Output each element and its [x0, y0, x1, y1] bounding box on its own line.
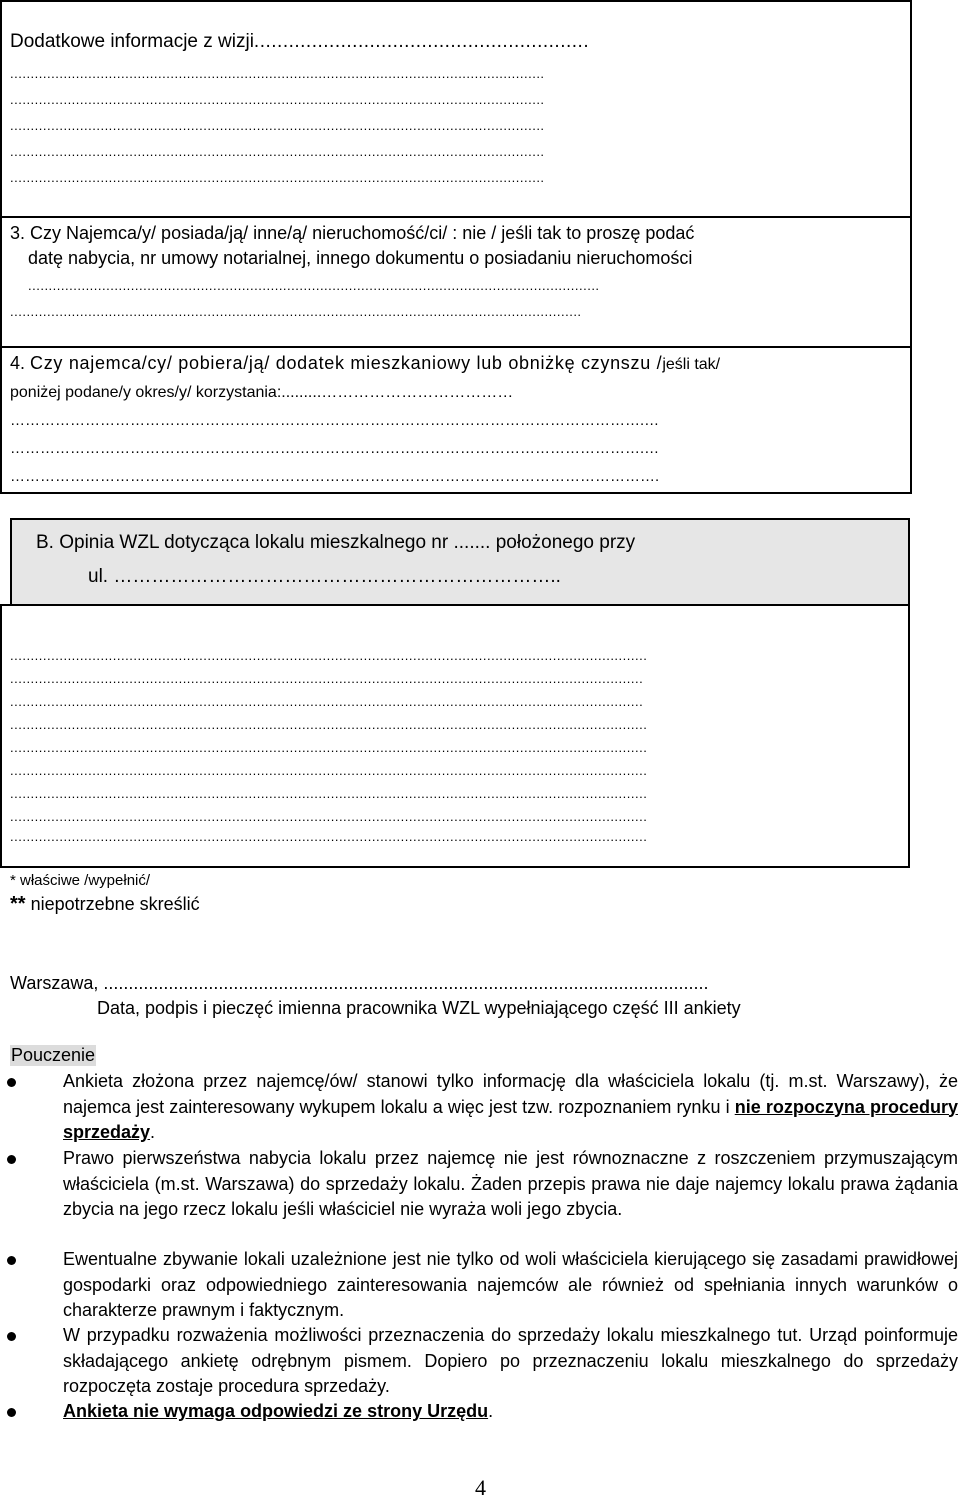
question-3-dots: ...........................................................................................................................................	[10, 304, 582, 319]
notice-item-1-emphasis: nie rozpoczyna procedury sprzedaży	[63, 1096, 958, 1142]
visit-dot-line: ..................................................................................................................................	[10, 66, 545, 81]
question-3-dots: ...........................................................................................................................................	[28, 278, 600, 293]
bullet-icon	[7, 1078, 16, 1087]
notice-item-5-text: Ankieta nie wymaga odpowiedzi ze strony Urzędu	[63, 1401, 489, 1421]
question-4-number: 4.	[10, 353, 26, 373]
notice-item-1-end: .	[150, 1122, 156, 1142]
notice-item-4: W przypadku rozważenia możliwości przeznaczenia do sprzedaży lokalu mieszkalnego tut. Urząd poinformuje składającego ankietę odrębnym pismem. Dopiero po przeznaczeniu lokalu mieszkalnego do sprzedaży rozpoczęta zostaje procedura sprzedaży.	[63, 1325, 958, 1396]
visit-dot-line: ..................................................................................................................................	[10, 118, 545, 133]
question-3-title: Czy Najemca/y/ posiada/ją/ inne/ą/ nieruchomość/ci/ :	[30, 223, 458, 243]
visit-info-label: Dodatkowe informacje z wizji	[10, 31, 254, 52]
notice-item-2: Prawo pierwszeństwa nabycia lokalu przez najemcę nie jest równoznaczne z roszczeniem przymuszającym właściciela (m.st. Warszawa) do sprzedaży lokalu. Żaden przepis prawa nie daje najemcy lokalu prawa żądania zbycia na jego rzecz lokalu jeśli właściciel nie wyraża woli jego zbycia.	[63, 1148, 958, 1219]
opinion-dot-line: ..........................................................................................................................................................	[10, 671, 644, 686]
footnote-strike-mark: **	[10, 893, 26, 915]
question-3-number: 3.	[10, 223, 26, 243]
visit-dot-line: ..................................................................................................................................	[10, 170, 545, 185]
bullet-icon	[7, 1155, 16, 1164]
question-3-line	[10, 223, 694, 244]
footnote-fill: * właściwe /wypełnić/	[10, 872, 151, 889]
question-4-title: Czy najemca/cy/ pobiera/ją/ dodatek mieszkaniowy lub obniżkę czynszu /	[30, 353, 663, 373]
bullet-icon	[7, 1332, 16, 1341]
visit-info-line	[10, 31, 589, 53]
opinion-dot-line: ...........................................................................................................................................................	[10, 717, 648, 732]
question-4-condition: jeśli tak/	[662, 356, 721, 373]
opinion-dot-line: ...........................................................................................................................................................	[10, 829, 648, 844]
notice-item-1	[63, 1069, 958, 1146]
bullet-icon	[7, 1408, 16, 1417]
notice-item-1-text: Ankieta złożona przez najemcę/ów/ stanowi tylko informację dla właściciela lokalu (tj. m.st. Warszawy), że najemca jest zainteresowany wykupem lokalu a więc jest tzw. rozpoznaniem rynku i	[63, 1071, 958, 1117]
visit-info-dots: ..........................................................	[253, 31, 590, 52]
notice-item-5	[63, 1399, 958, 1425]
question-3-options: nie / jeśli tak to proszę podać	[462, 223, 695, 243]
section-b-title: B. Opinia WZL dotycząca lokalu mieszkalnego nr ....... położonego przy	[36, 532, 636, 553]
footnote-strike	[10, 893, 200, 916]
visit-dot-line: ..................................................................................................................................	[10, 144, 545, 159]
signature-caption: Data, podpis i pieczęć imienna pracownika WZL wypełniającego część III ankiety	[97, 998, 741, 1018]
notice-title: Pouczenie	[11, 1045, 96, 1065]
footnote-strike-text: niepotrzebne skreślić	[30, 894, 200, 914]
signature-place: Warszawa, .........................................................................................................................	[10, 973, 709, 993]
question-4-line-2: poniżej podane/y okres/y/ korzystania:.........………………………………	[10, 384, 514, 401]
opinion-dot-line: ...........................................................................................................................................................	[10, 809, 648, 824]
question-4-dots: ……………………………………………………………………………………………………………….…	[10, 440, 660, 457]
page-number: 4	[475, 1475, 486, 1500]
question-4-dots: ……………………………………………………………………………………………………………….…	[10, 412, 660, 429]
question-4-dots: ………………………………………………………………………………………………………………….	[10, 468, 660, 485]
opinion-dot-line: ...........................................................................................................................................................	[10, 763, 648, 778]
opinion-dot-line: ...........................................................................................................................................................	[10, 786, 648, 801]
opinion-dot-line: ...........................................................................................................................................................	[10, 648, 648, 663]
notice-item-3: Ewentualne zbywanie lokali uzależnione jest nie tylko od woli właściciela kierującego się zasadami prawidłowej gospodarki oraz odpowiedniego zainteresowania najemców ale również od spełniania innych warunków o charakterze prawnym i faktycznym.	[63, 1249, 958, 1320]
opinion-dot-line: ..........................................................................................................................................................	[10, 694, 644, 709]
visit-dot-line: ..................................................................................................................................	[10, 92, 545, 107]
question-3-line-2: datę nabycia, nr umowy notarialnej, innego dokumentu o posiadaniu nieruchomości	[28, 248, 693, 268]
opinion-dot-line: ...........................................................................................................................................................	[10, 740, 648, 755]
notice-item-5-end: .	[488, 1401, 494, 1421]
bullet-icon	[7, 1256, 16, 1265]
section-b-street: ul. ……………………………………………………………..	[88, 566, 561, 587]
question-4-line	[10, 353, 720, 374]
